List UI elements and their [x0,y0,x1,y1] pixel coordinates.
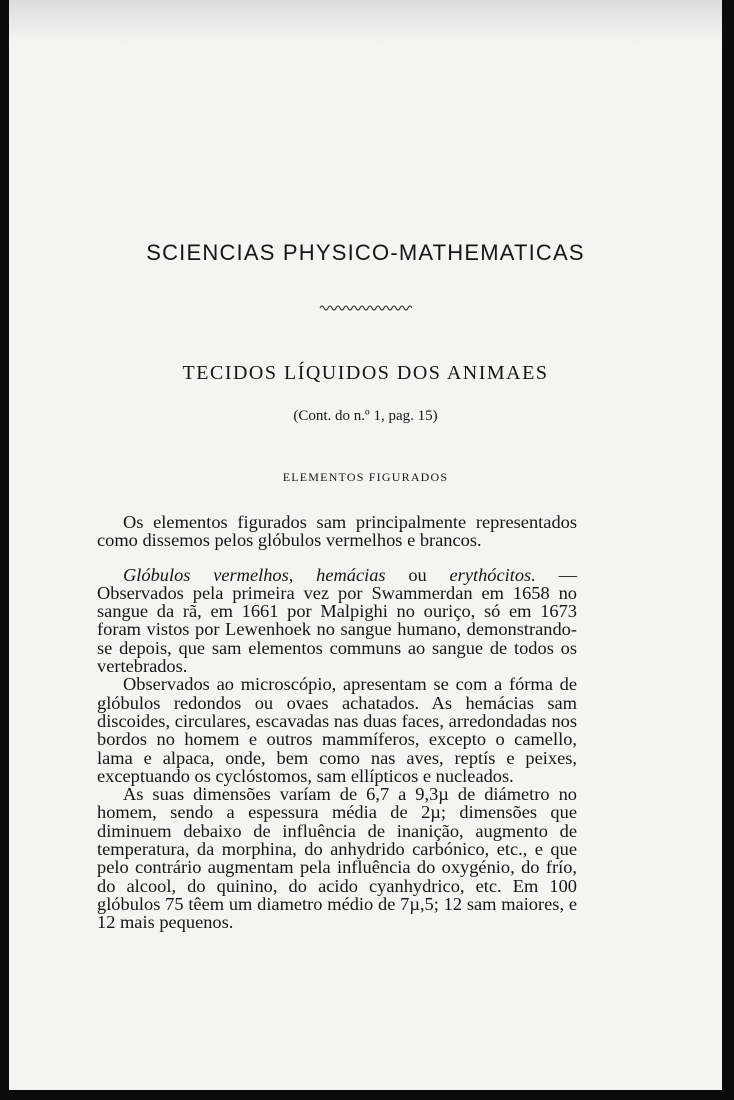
paragraph-2-italic-2: erythócitos. [449,564,536,585]
continuation-note: (Cont. do n.º 1, pag. 15) [293,408,438,424]
section-title: SCIENCIAS PHYSICO-MATHEMATICAS [146,240,585,265]
body-text [97,513,577,932]
paragraph-2-ou: ou [385,564,450,585]
scan-shadow [9,0,722,44]
article-title: TECIDOS LÍQUIDOS DOS ANIMAES [182,362,549,384]
wavy-line-ornament-icon [9,300,722,318]
paragraph-2-italic: Glóbulos vermelhos, hemácias [123,564,386,585]
paragraph-1: Os elementos figurados sam principalmente representados como dissemos pelos glóbulos vermelhos e brancos. [97,512,577,551]
paragraph-4: As suas dimensões varíam de 6,7 a 9,3µ de diámetro no homem, sendo a espessura média de 2µ; dimensões que diminuem debaixo de influência de inanição, augmento de temperatura, da morphina, do anhydrido carbónico, etc., e que pelo contrário augmentam pela influência do oxygénio, do frío, do alcool, do quinino, do acido cyanhydrico, etc. Em 100 glóbulos 75 têem um diametro médio de 7µ,5; 12 sam maiores, e 12 mais pequenos. [97,784,577,933]
subheading: ELEMENTOS FIGURADOS [282,470,449,484]
paragraph-2 [97,566,577,676]
paragraph-2-text: — Observados pela primeira vez por Swammerdan em 1658 no sangue da rã, em 1661 por Malpighi no ouriço, só em 1673 foram vistos por Lewenhoek no sangue humano, demonstrando-se depois, que sam elementos communs ao sangue de todos os vertebrados. [97,564,577,677]
paragraph-3: Observados ao microscópio, apresentam se com a fórma de glóbulos redondos ou ovaes achatados. As hemácias sam discoides, circulares, escavadas nas duas faces, arredondadas nos bordos no homem e outros mammíferos, excepto o camello, lama e alpaca, onde, bem como nas aves, reptís e peixes, exceptuando os cyclóstomos, sam ellípticos e nucleados. [97,674,577,786]
wavy-line-ornament-icon [318,303,414,313]
